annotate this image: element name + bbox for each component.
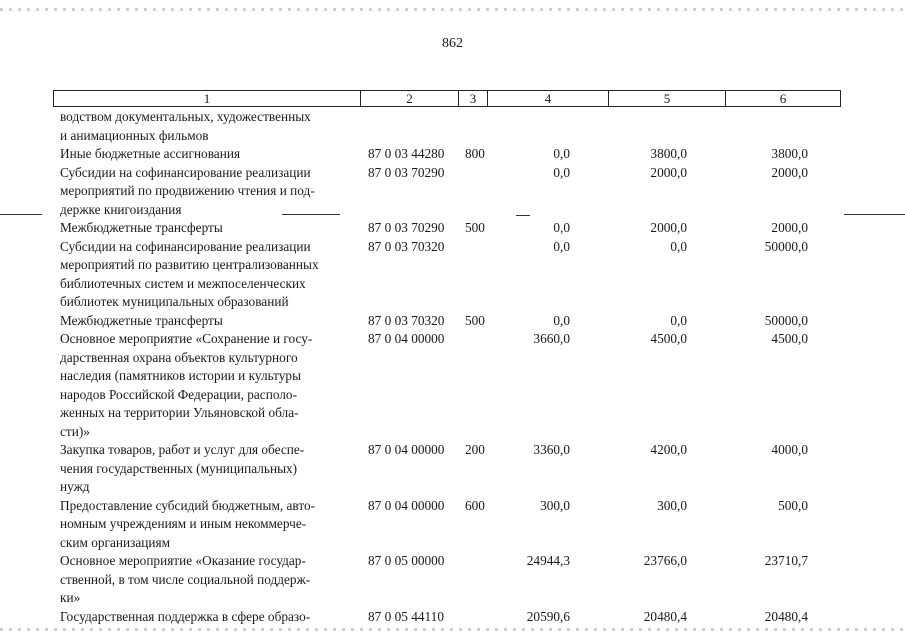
row-value-col5: 3800,0 (650, 146, 687, 161)
row-value-col6: 50000,0 (764, 312, 808, 328)
row-value-col5: 0,0 (670, 312, 687, 328)
row-code: 87 0 03 44280 (368, 146, 445, 161)
header-col-2: 2 (406, 91, 413, 106)
row-value-col5: 20480,4 (643, 608, 687, 624)
table-row (0, 497, 905, 553)
row-code: 87 0 03 70290 (368, 164, 445, 180)
row-value-col6: 50000,0 (764, 238, 808, 254)
row-code: 87 0 04 00000 (368, 497, 445, 513)
row-code: 87 0 05 44110 (368, 608, 444, 624)
row-value-col6: 20480,4 (764, 608, 808, 624)
row-value-col5: 2000,0 (650, 220, 687, 235)
header-col-3: 3 (469, 91, 477, 106)
row-value-col5: 2000,0 (650, 164, 687, 180)
table-row (0, 219, 905, 238)
header-col-1: 1 (203, 91, 211, 106)
scan-mark (282, 214, 340, 215)
row-value-col4: 300,0 (540, 497, 570, 513)
row-value-col6: 500,0 (778, 497, 808, 513)
top-scan-artifact (0, 8, 905, 11)
table-row (0, 441, 905, 497)
row-value-col6: 3800,0 (771, 146, 808, 161)
row-code: 87 0 05 00000 (368, 553, 445, 568)
row-code: 87 0 03 70320 (368, 312, 445, 328)
row-description: Государственная поддержка в сфере образо- (60, 608, 311, 624)
header-col-5: 5 (663, 91, 671, 106)
page-number: 862 (442, 36, 463, 51)
scan-mark (844, 214, 905, 215)
row-description: Иные бюджетные ассигнования (60, 146, 241, 161)
row-expense-type: 500 (465, 312, 485, 328)
row-code: 87 0 04 00000 (368, 442, 445, 457)
row-description: Основное мероприятие «Оказание государ- ственной, в том числе социальной поддерж- ки» (60, 553, 311, 605)
row-description: Субсидии на софинансирование реализации мероприятий по продвижению чтения и под- держке книгоиздания (60, 164, 315, 217)
row-value-col5: 300,0 (657, 497, 687, 513)
row-value-col4: 24944,3 (526, 553, 570, 568)
header-col-6: 6 (779, 91, 787, 106)
scan-mark (516, 215, 530, 216)
row-value-col4: 3360,0 (533, 442, 570, 457)
row-value-col5: 0,0 (670, 238, 687, 254)
table-row (0, 312, 905, 331)
row-value-col4: 0,0 (553, 164, 570, 180)
row-description: Межбюджетные трансферты (60, 312, 223, 328)
row-description: Межбюджетные трансферты (60, 220, 223, 235)
table-row (0, 108, 905, 145)
row-description: Субсидии на софинансирование реализации мероприятий по развитию централизованных библиотечных систем и межпоселенческих библиотек муниципальных образований (60, 238, 319, 309)
row-value-col4: 0,0 (553, 146, 570, 161)
row-value-col5: 4500,0 (650, 331, 687, 346)
bottom-scan-artifact (0, 628, 905, 631)
table-row (0, 164, 905, 220)
row-description: водством документальных, художественных и анимационных фильмов (60, 109, 311, 143)
row-value-col6: 4500,0 (771, 331, 808, 346)
row-value-col6: 23710,7 (764, 553, 808, 568)
table-row (0, 608, 905, 627)
table-row (0, 238, 905, 312)
row-value-col6: 2000,0 (771, 220, 808, 235)
row-description: Предоставление субсидий бюджетным, авто- номным учреждениям и иным некоммерче- ским организациям (60, 497, 316, 550)
row-value-col4: 20590,6 (526, 608, 570, 624)
row-code: 87 0 03 70320 (368, 238, 445, 254)
row-expense-type: 200 (465, 442, 485, 457)
row-value-col5: 4200,0 (650, 442, 687, 457)
row-description: Основное мероприятие «Сохранение и госу- дарственная охрана объектов культурного наследия (памятников истории и культуры народов Российской Федерации, располо- женных на территории Ульяновской обла- сти)» (60, 331, 313, 439)
row-code: 87 0 03 70290 (368, 220, 445, 235)
row-value-col4: 3660,0 (533, 331, 570, 346)
table-body (0, 108, 905, 626)
row-expense-type: 600 (465, 497, 485, 513)
row-value-col4: 0,0 (553, 220, 570, 235)
table-header (53, 90, 841, 107)
table-row (0, 330, 905, 441)
row-value-col5: 23766,0 (643, 553, 687, 568)
row-value-col4: 0,0 (553, 312, 570, 328)
row-value-col6: 2000,0 (771, 164, 808, 180)
row-value-col6: 4000,0 (771, 442, 808, 457)
row-code: 87 0 04 00000 (368, 331, 445, 346)
row-expense-type: 800 (465, 146, 485, 161)
row-expense-type: 500 (465, 220, 485, 235)
scan-mark (0, 214, 42, 215)
table-row (0, 552, 905, 608)
row-description: Закупка товаров, работ и услуг для обеспе- чения государственных (муниципальных) нужд (60, 442, 305, 494)
table-row (0, 145, 905, 164)
row-value-col4: 0,0 (553, 238, 570, 254)
header-col-4: 4 (544, 91, 552, 106)
